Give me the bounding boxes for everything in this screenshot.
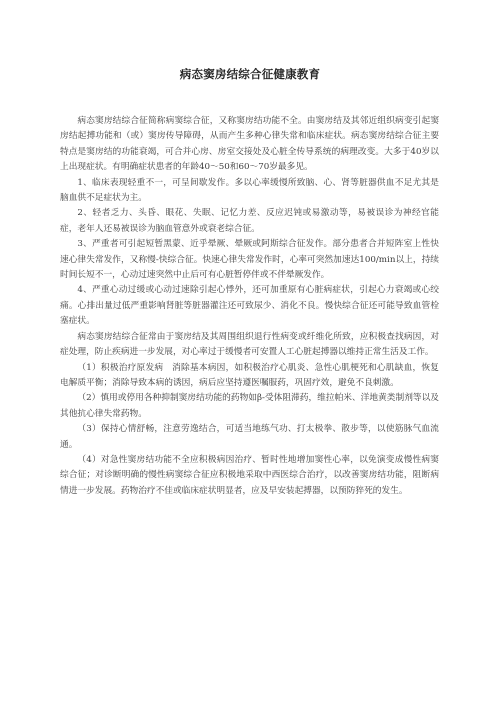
paragraph-symptom-2: 2、轻者乏力、头昏、眼花、失眠、记忆力差、反应迟钝或易激动等，易被误诊为神经官能症，老年人还易被误诊为脑血管意外或衰老综合征。 xyxy=(60,208,439,234)
document-body xyxy=(60,114,439,499)
paragraph-intro: 病态窦房结综合征简称病窦综合征，又称窦房结功能不全。由窦房结及其邻近组织病变引起窦房结起搏功能和（或）窦房传导障碍，从而产生多种心律失常和临床症状。病态窦房结综合征主要特点是窦房结的功能衰竭，可合并心房、房室交接处及心脏全传导系统的病理改变。大多于40岁以上出现症状。有明确症状患者的年龄40～50和60～70岁最多见。 xyxy=(60,116,439,173)
paragraph-treatment-3: （3）保持心情舒畅，注意劳逸结合，可适当地练气功、打太极拳、散步等，以使筋脉气血流通。 xyxy=(60,424,439,450)
paragraph-symptom-1: 1、临床表现轻重不一，可呈间歇发作。多以心率缓慢所致脑、心、肾等脏器供血不足尤其是脑血供不足症状为主。 xyxy=(60,177,439,204)
paragraph-treatment-overview: 病态窦房结综合征常由于窦房结及其周围组织退行性病变或纤维化所致，应积极查找病因，对症处理，防止疾病进一步发展，对心率过于缓慢者可安置人工心脏起搏器以维持正常生活及工作。 xyxy=(60,331,439,358)
document-title: 病态窦房结综合征健康教育 xyxy=(179,67,321,81)
paragraph-symptom-4: 4、严重心动过缓或心动过速除引起心悸外，还可加重原有心脏病症状，引起心力衰竭或心绞痛。心排出量过低严重影响肾脏等脏器灌注还可致尿少、消化不良。慢快综合征还可能导致血管栓塞症状。 xyxy=(60,285,439,327)
paragraph-symptom-3: 3、严重者可引起短暂黑蒙、近乎晕厥、晕厥或阿斯综合征发作。部分患者合并短阵室上性快速心律失常发作，又称慢-快综合征。快速心律失常发作时，心率可突然加速达100/min以上，持续时间长短不一，心动过速突然中止后可有心脏暂停伴或不伴晕厥发作。 xyxy=(60,239,439,281)
paragraph-treatment-2: （2）慎用或停用各种抑制窦房结功能的药物如β-受体阻滞药，维拉帕米、洋地黄类制剂等以及其他抗心律失常药物。 xyxy=(60,393,439,419)
paragraph-treatment-4: （4）对急性窦房结功能不全应积极病因治疗、暂时性地增加窦性心率，以免演变成慢性病窦综合征；对诊断明确的慢性病窦综合征应积极地采取中西医综合治疗，以改善窦房结功能，阻断病情进一步发展。药物治疗不佳或临床症状明显者，应及早安装起搏器，以预防猝死的发生。 xyxy=(60,454,439,496)
paragraph-treatment-1: （1）积极治疗原发病 消除基本病因，如积极治疗心肌炎、急性心肌梗死和心肌缺血，恢复电解质平衡；消除导致本病的诱因，病后应坚持遵医嘱服药，巩固疗效，避免不良刺激。 xyxy=(60,362,439,388)
